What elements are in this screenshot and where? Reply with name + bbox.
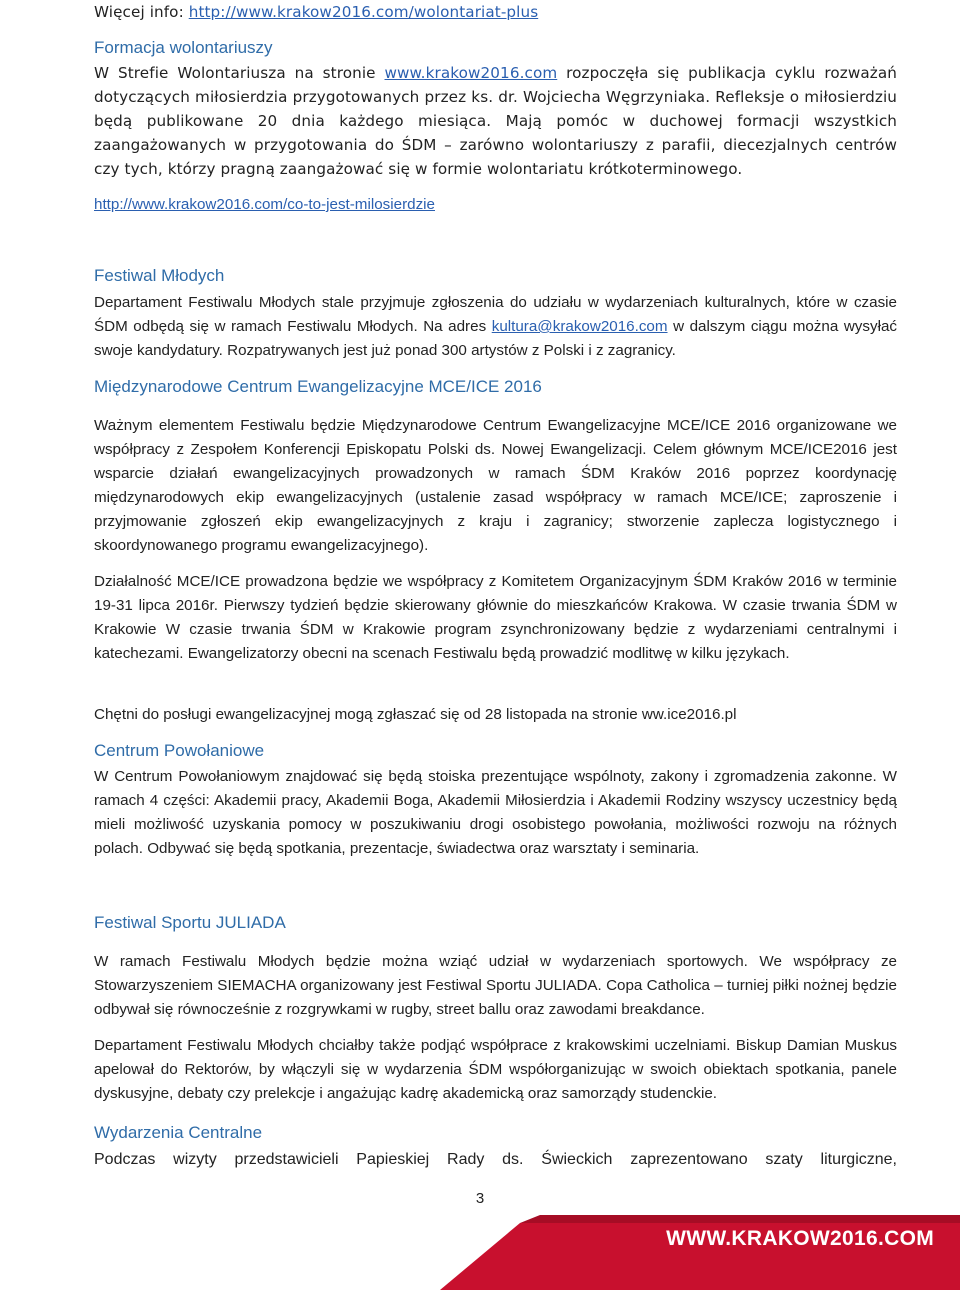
formacja-text-c: Mają pomóc w duchowej formacji wszystkich zaangażowanych w przygotowania do ŚDM – zarówno wolontariuszy z parafii, diecezjalnych centrów czy tych, którzy pragną zaangażować się w formie wolontariatu krótkoterminowego. xyxy=(94,112,897,178)
formacja-text-b: rozpoczęła się publikacja cyklu rozważań dotyczących miłosierdzia przygotowanych przez ks. dr. Wojciecha Węgrzyniaka. Refleksje o miłosierdziu będą publikowane 20 dnia każdego miesiąca. xyxy=(94,64,897,130)
kultura-email-link[interactable]: kultura@krakow2016.com xyxy=(491,318,668,335)
formacja-text-a: W Strefie Wolontariusza na stronie xyxy=(94,64,385,82)
juliada-paragraph-2: Departament Festiwalu Młodych chciałby także podjąć współprace z krakowskimi uczelniami. Biskup Damian Muskus apelował do Rektorów, by włączyli się w wydarzenia ŚDM współorganizując w swoich obiektach spotkania, panele dyskusyjne, debaty czy prelekcje i angażując kadrę akademicką oraz samorządy studenckie. xyxy=(94,1037,897,1102)
section-heading-centralne: Wydarzenia Centralne xyxy=(94,1123,263,1142)
juliada-paragraph-1: W ramach Festiwalu Młodych będzie można wziąć udział w wydarzeniach sportowych. We współpracy ze Stowarzyszeniem SIEMACHA organizowany jest Festiwal Sportu JULIADA. Copa Catholica – turniej piłki nożnej będzie odbywał się równocześnie z rozgrywkami w rugby, street ballu oraz zawodami breakdance. xyxy=(94,953,897,1018)
krakow2016-link[interactable]: www.krakow2016.com xyxy=(384,64,558,82)
milosierdzie-link[interactable]: http://www.krakow2016.com/co-to-jest-milosierdzie xyxy=(94,196,435,213)
page-number: 3 xyxy=(475,1190,485,1207)
section-heading-mce: Międzynarodowe Centrum Ewangelizacyjne MCE/ICE 2016 xyxy=(94,377,542,396)
mce-paragraph-1: Ważnym elementem Festiwalu będzie Międzynarodowe Centrum Ewangelizacyjne MCE/ICE 2016 organizowane we współpracy z Zespołem Konferencji Episkopatu Polski ds. Nowej Ewangelizacji. Celem głównym MCE/ICE2016 jest wsparcie działań ewangelizacyjnych prowadzonych w ramach ŚDM Kraków 2016 poprzez koordynację międzynarodowych ekip ewangelizacyjnych (ustalenie zasad współpracy w ramach MCE/ICE; zaproszenie i przyjmowanie zgłoszeń ekip ewangelizacyjnych z kraju i zagranicy; stworzenie zaplecza logistycznego i skoordynowanego programu ewangelizacyjnego). xyxy=(94,417,897,554)
formacja-link-line xyxy=(94,193,897,217)
section-heading-powolanie: Centrum Powołaniowe xyxy=(94,741,265,760)
festiwal-text-a: Departament Festiwalu Młodych stale przyjmuje zgłoszenia do udziału w wydarzeniach kulturalnych, które w czasie ŚDM odbędą się w ramach Festiwalu Młodych. Na adres xyxy=(94,294,897,335)
mce-paragraph-3: Chętni do posługi ewangelizacyjnej mogą zgłaszać się od 28 listopada na stronie ww.ice2016.pl xyxy=(94,706,737,723)
wolontariat-plus-link[interactable]: http://www.krakow2016.com/wolontariat-plus xyxy=(188,3,539,21)
section-heading-formacja: Formacja wolontariuszy xyxy=(94,38,273,57)
section-heading-festiwal: Festiwal Młodych xyxy=(94,266,225,285)
centralne-paragraph: Podczas wizyty przedstawicieli Papieskiej Rady ds. Świeckich zaprezentowano szaty liturgiczne, xyxy=(94,1151,897,1168)
more-info-label: Więcej info: xyxy=(94,3,189,21)
more-info-line xyxy=(94,0,897,24)
mce-paragraph-2: Działalność MCE/ICE prowadzona będzie we współpracy z Komitetem Organizacyjnym ŚDM Kraków 2016 w terminie 19-31 lipca 2016r. Pierwszy tydzień będzie skierowany głównie do mieszkańców Krakowa. W czasie trwania ŚDM w Krakowie W czasie trwania ŚDM w Krakowie program zsynchronizowany będzie z wydarzeniami centralnymi i katechezami. Ewangelizatorzy obecni na scenach Festiwalu będą prowadzić modlitwę w kilku językach. xyxy=(94,573,897,662)
section-heading-juliada: Festiwal Sportu JULIADA xyxy=(94,913,286,932)
footer-banner xyxy=(0,1215,960,1290)
festiwal-text-b: w dalszym ciągu można wysyłać swoje kandydatury. Rozpatrywanych jest już ponad 300 artystów z Polski i z zagranicy. xyxy=(94,318,897,359)
footer-url-text: WWW.KRAKOW2016.COM xyxy=(666,1227,934,1250)
powolanie-paragraph: W Centrum Powołaniowym znajdować się będą stoiska prezentujące wspólnoty, zakony i zgromadzenia zakonne. W ramach 4 części: Akademii pracy, Akademii Boga, Akademii Miłosierdzia i Akademii Rodziny wszyscy uczestnicy będą mieli możliwość uzyskania pomocy w poszukiwaniu drogi osobistego powołania, możliwości rozwoju na różnych polach. Odbywać się będą spotkania, prezentacje, świadectwa oraz warsztaty i seminaria. xyxy=(94,768,897,857)
festiwal-paragraph xyxy=(94,291,897,363)
formacja-paragraph xyxy=(94,61,897,181)
